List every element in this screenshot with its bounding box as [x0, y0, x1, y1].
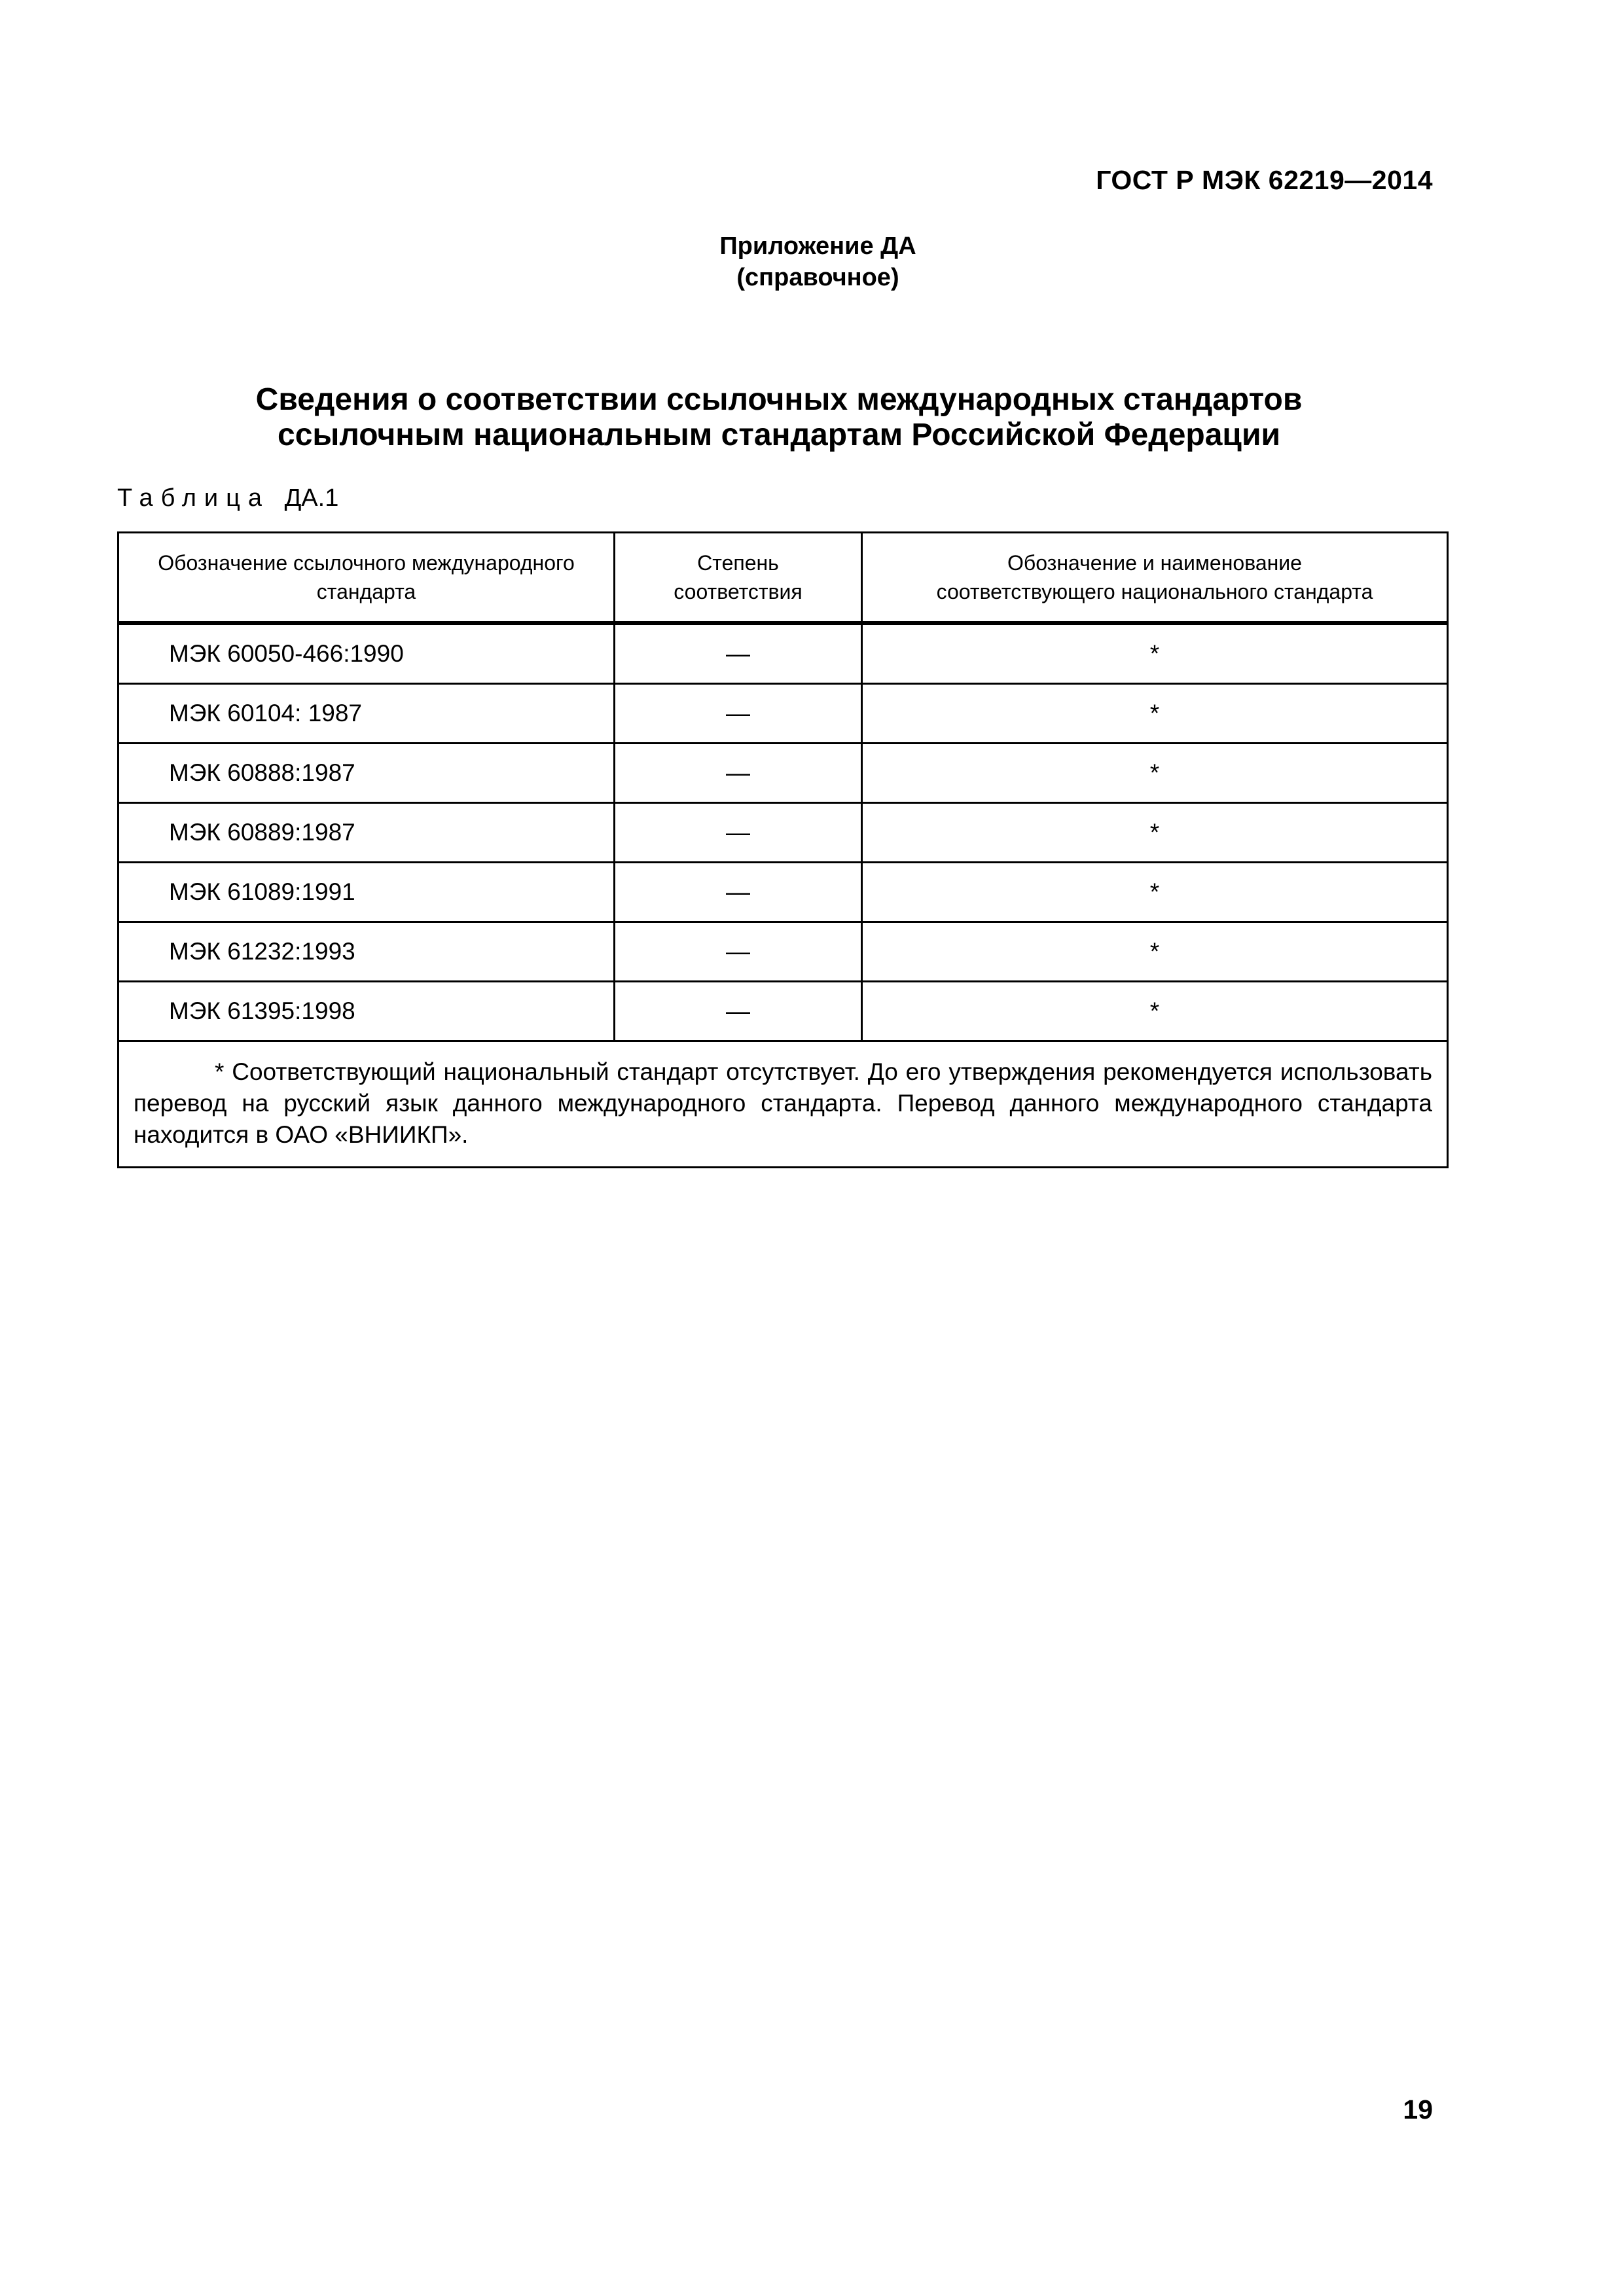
cell-standard-code: МЭК 60889:1987	[118, 803, 615, 863]
cell-national-standard: *	[862, 863, 1448, 922]
section-title-line-1: Сведения о соответствии ссылочных международных стандартов	[255, 382, 1303, 417]
page-number: 19	[1403, 2094, 1433, 2125]
correspondence-table	[117, 531, 1449, 1168]
cell-standard-code: МЭК 61395:1998	[118, 982, 615, 1041]
table-caption-word: Таблица	[117, 484, 270, 512]
table-row	[118, 922, 1448, 982]
table-row	[118, 684, 1448, 744]
appendix-type: (справочное)	[736, 264, 899, 291]
document-code: ГОСТ Р МЭК 62219—2014	[1096, 165, 1433, 195]
table-row	[118, 623, 1448, 684]
cell-national-standard: *	[862, 803, 1448, 863]
cell-degree: —	[615, 982, 862, 1041]
cell-degree: —	[615, 922, 862, 982]
table-footnote: * Соответствующий национальный стандарт отсутствует. До его утверждения рекомендуется использовать перевод на русский язык данного международного стандарта. Перевод данного международного стандарта находится в ОАО «ВНИИКП».	[118, 1041, 1448, 1168]
cell-degree: —	[615, 684, 862, 744]
appendix-title: Приложение ДА	[719, 232, 916, 260]
table-header-row	[118, 533, 1448, 624]
cell-national-standard: *	[862, 922, 1448, 982]
section-title	[0, 382, 1558, 453]
table-caption	[117, 484, 338, 512]
cell-national-standard: *	[862, 684, 1448, 744]
cell-national-standard: *	[862, 982, 1448, 1041]
cell-national-standard: *	[862, 623, 1448, 684]
cell-degree: —	[615, 803, 862, 863]
table-caption-number: ДА.1	[284, 484, 339, 512]
appendix-heading	[0, 230, 1624, 293]
table-row	[118, 803, 1448, 863]
header-national-standard: Обозначение и наименование соответствующего национального стандарта	[862, 533, 1448, 624]
cell-standard-code: МЭК 60104: 1987	[118, 684, 615, 744]
cell-degree: —	[615, 744, 862, 803]
header-correspondence-degree: Степень соответствия	[615, 533, 862, 624]
cell-degree: —	[615, 623, 862, 684]
cell-standard-code: МЭК 61232:1993	[118, 922, 615, 982]
cell-national-standard: *	[862, 744, 1448, 803]
section-title-line-2: ссылочным национальным стандартам Российской Федерации	[278, 418, 1280, 452]
header-international-standard: Обозначение ссылочного международного стандарта	[118, 533, 615, 624]
cell-degree: —	[615, 863, 862, 922]
table-row	[118, 982, 1448, 1041]
table-row	[118, 744, 1448, 803]
cell-standard-code: МЭК 60050-466:1990	[118, 623, 615, 684]
table-note-row	[118, 1041, 1448, 1168]
table-row	[118, 863, 1448, 922]
cell-standard-code: МЭК 61089:1991	[118, 863, 615, 922]
cell-standard-code: МЭК 60888:1987	[118, 744, 615, 803]
